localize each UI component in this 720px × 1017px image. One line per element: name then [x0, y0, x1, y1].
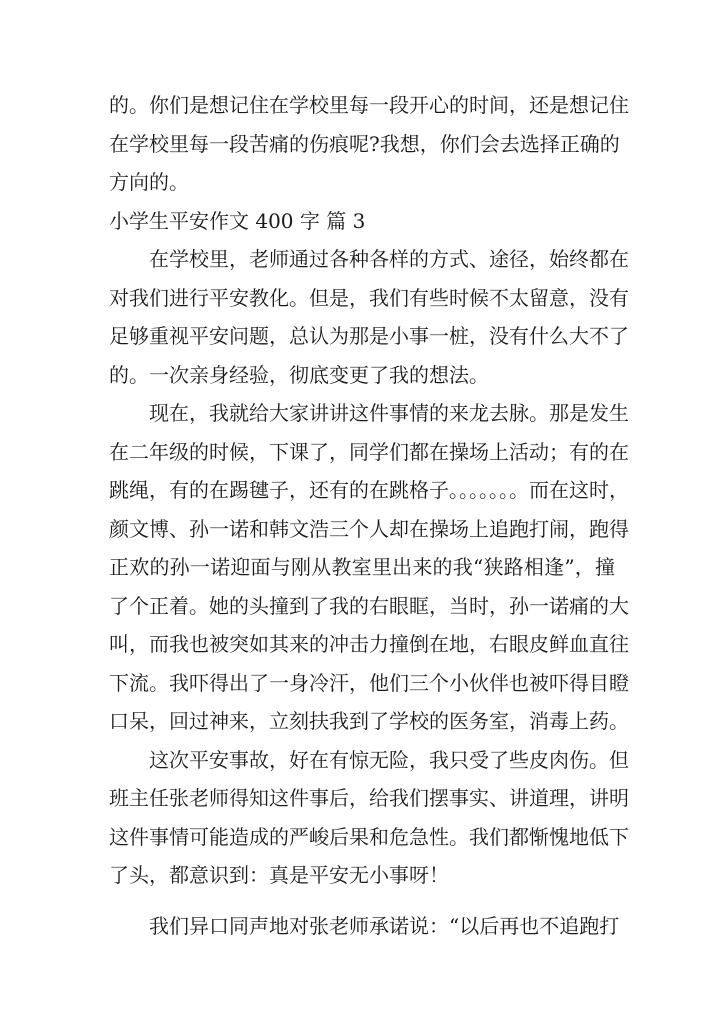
text-line: 口呆，回过神来，立刻扶我到了学校的医务室，消毒上药。	[109, 709, 629, 733]
text-line: 现在，我就给大家讲讲这件事情的来龙去脉。那是发生	[149, 401, 629, 425]
paragraph-4	[109, 907, 620, 946]
document-body	[109, 86, 629, 945]
text-line: 的。你们是想记住在学校里每一段开心的时间，还是想记住	[109, 93, 629, 117]
text-line: 的。一次亲身经验，彻底变更了我的想法。	[109, 362, 489, 387]
text-line: 这件事情可能造成的严峻后果和危急性。我们都惭愧地低下	[109, 824, 629, 849]
text-line: 对我们进行平安教化。但是，我们有些时候不太留意，没有	[109, 285, 629, 310]
text-line: 了个正着。她的头撞到了我的右眼眶，当时，孙一诺痛的大	[109, 593, 629, 618]
paragraph-2	[109, 394, 629, 741]
text-line: 在学校里，老师通过各种各样的方式、途径，始终都在	[149, 247, 629, 271]
paragraph-1	[109, 240, 629, 394]
text-line: 下流。我吓得出了一身冷汗，他们三个小伙伴也被吓得目瞪	[109, 670, 629, 695]
section-heading: 小学生平安作文 400 字 篇 3	[109, 208, 366, 233]
text-line: 在二年级的时候，下课了，同学们都在操场上活动；有的在	[109, 439, 629, 464]
paragraph-continued	[109, 86, 629, 202]
text-line: 跳绳，有的在踢毽子，还有的在跳格子。。。。。。。而在这时，	[109, 478, 629, 502]
text-line: 正欢的孙一诺迎面与刚从教室里出来的我“狭路相逢”，撞	[109, 555, 615, 579]
text-line: 我们异口同声地对张老师承诺说：“以后再也不追跑打	[149, 913, 620, 938]
text-line: 颜文博、孙一诺和韩文浩三个人却在操场上追跑打闹，跑得	[109, 516, 629, 541]
text-line: 在学校里每一段苦痛的伤痕呢?我想，你们会去选择正确的	[109, 131, 620, 156]
text-line: 了头，都意识到：真是平安无小事呀！	[109, 863, 449, 887]
text-line: 方向的。	[109, 170, 189, 194]
text-line: 班主任张老师得知这件事后，给我们摆事实、讲道理，讲明	[109, 786, 629, 810]
text-line: 足够重视平安问题，总认为那是小事一桩，没有什么大不了	[109, 324, 629, 348]
paragraph-spacer	[109, 895, 615, 907]
paragraph-3	[109, 741, 629, 895]
text-line: 叫，而我也被突如其来的冲击力撞倒在地，右眼皮鲜血直往	[109, 632, 629, 656]
text-line: 这次平安事故，好在有惊无险，我只受了些皮肉伤。但	[149, 747, 629, 772]
